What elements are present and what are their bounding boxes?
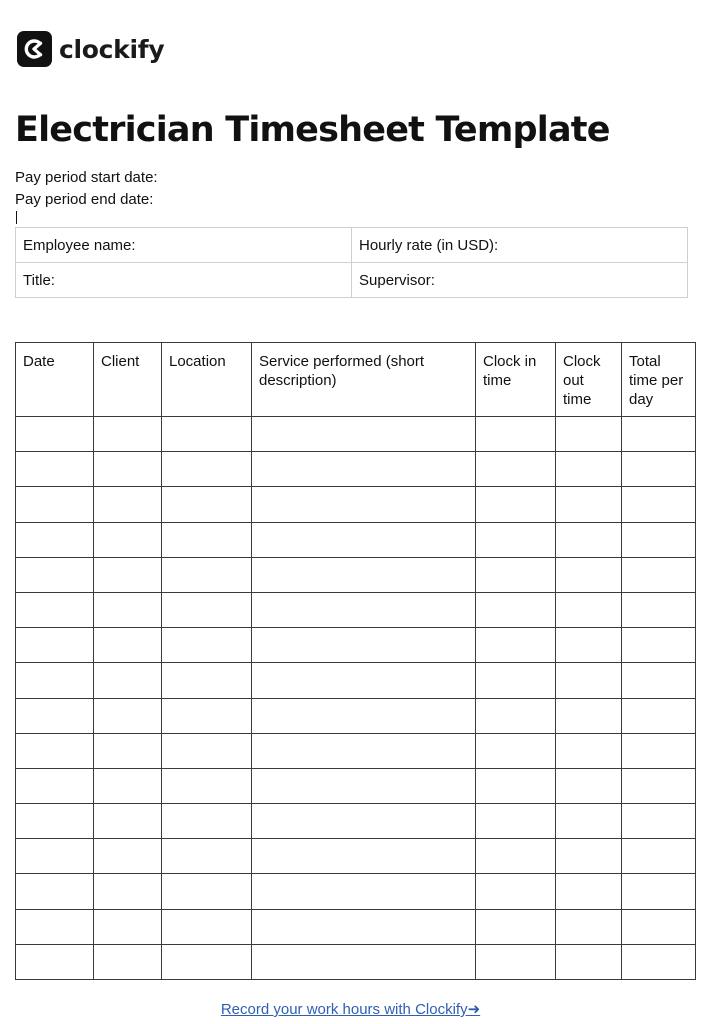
cell-client[interactable] — [94, 768, 162, 803]
cell-service[interactable] — [252, 628, 476, 663]
table-row — [16, 839, 696, 874]
cell-clock-in[interactable] — [476, 452, 556, 487]
cell-clock-in[interactable] — [476, 487, 556, 522]
cell-total-time[interactable] — [622, 698, 696, 733]
cell-client[interactable] — [94, 487, 162, 522]
cell-total-time[interactable] — [622, 733, 696, 768]
cell-service[interactable] — [252, 592, 476, 627]
cell-client[interactable] — [94, 522, 162, 557]
table-row — [16, 228, 688, 263]
cell-clock-in[interactable] — [476, 628, 556, 663]
table-row — [16, 698, 696, 733]
cell-clock-in[interactable] — [476, 909, 556, 944]
cell-date[interactable] — [16, 592, 94, 627]
table-row — [16, 909, 696, 944]
cell-date[interactable] — [16, 628, 94, 663]
cell-client[interactable] — [94, 592, 162, 627]
column-header-clock-out: Clock out time — [556, 343, 622, 417]
cell-service[interactable] — [252, 733, 476, 768]
table-row — [16, 592, 696, 627]
clockify-logo-icon — [17, 31, 52, 67]
table-row — [16, 628, 696, 663]
cell-total-time[interactable] — [622, 768, 696, 803]
cell-clock-out[interactable] — [556, 487, 622, 522]
cell-clock-in[interactable] — [476, 768, 556, 803]
table-header-row — [16, 343, 696, 417]
pay-period-start-field[interactable]: Pay period start date: — [15, 169, 158, 186]
cell-location[interactable] — [162, 733, 252, 768]
table-row — [16, 452, 696, 487]
cell-client[interactable] — [94, 557, 162, 592]
cell-clock-out[interactable] — [556, 663, 622, 698]
cell-location[interactable] — [162, 592, 252, 627]
cell-clock-out[interactable] — [556, 417, 622, 452]
record-hours-link[interactable] — [221, 1001, 480, 1018]
cell-client[interactable] — [94, 452, 162, 487]
cell-clock-out[interactable] — [556, 592, 622, 627]
cell-client[interactable] — [94, 663, 162, 698]
cell-client[interactable] — [94, 417, 162, 452]
cell-clock-in[interactable] — [476, 944, 556, 979]
cell-clock-in[interactable] — [476, 698, 556, 733]
cell-date[interactable] — [16, 839, 94, 874]
cell-clock-in[interactable] — [476, 663, 556, 698]
cell-date[interactable] — [16, 944, 94, 979]
table-row — [16, 804, 696, 839]
table-row — [16, 522, 696, 557]
table-row — [16, 487, 696, 522]
column-header-location: Location — [162, 343, 252, 417]
cell-location[interactable] — [162, 522, 252, 557]
cell-service[interactable] — [252, 909, 476, 944]
table-row — [16, 557, 696, 592]
cell-service[interactable] — [252, 557, 476, 592]
cell-date[interactable] — [16, 768, 94, 803]
cell-client[interactable] — [94, 839, 162, 874]
title-field[interactable]: Title: — [16, 263, 352, 298]
cell-total-time[interactable] — [622, 592, 696, 627]
cell-date[interactable] — [16, 909, 94, 944]
cell-date[interactable] — [16, 698, 94, 733]
cell-total-time[interactable] — [622, 663, 696, 698]
table-row — [16, 944, 696, 979]
cell-total-time[interactable] — [622, 487, 696, 522]
cell-total-time[interactable] — [622, 944, 696, 979]
cell-date[interactable] — [16, 804, 94, 839]
column-header-client: Client — [94, 343, 162, 417]
cell-location[interactable] — [162, 698, 252, 733]
cell-location[interactable] — [162, 839, 252, 874]
cell-service[interactable] — [252, 839, 476, 874]
cell-service[interactable] — [252, 522, 476, 557]
cell-clock-out[interactable] — [556, 628, 622, 663]
table-row — [16, 263, 688, 298]
cell-service[interactable] — [252, 804, 476, 839]
cell-service[interactable] — [252, 487, 476, 522]
cell-clock-out[interactable] — [556, 452, 622, 487]
cell-total-time[interactable] — [622, 874, 696, 909]
column-header-service: Service performed (short description) — [252, 343, 476, 417]
cell-total-time[interactable] — [622, 452, 696, 487]
cell-location[interactable] — [162, 452, 252, 487]
cell-clock-in[interactable] — [476, 557, 556, 592]
table-row — [16, 733, 696, 768]
column-header-date: Date — [16, 343, 94, 417]
footer — [0, 1000, 701, 1020]
cell-date[interactable] — [16, 874, 94, 909]
cell-service[interactable] — [252, 944, 476, 979]
timesheet-body — [16, 417, 696, 980]
cell-location[interactable] — [162, 874, 252, 909]
cell-service[interactable] — [252, 874, 476, 909]
cell-clock-in[interactable] — [476, 592, 556, 627]
cell-total-time[interactable] — [622, 909, 696, 944]
cell-clock-out[interactable] — [556, 944, 622, 979]
cell-date[interactable] — [16, 417, 94, 452]
cell-clock-in[interactable] — [476, 417, 556, 452]
cell-clock-out[interactable] — [556, 909, 622, 944]
cell-location[interactable] — [162, 487, 252, 522]
cell-location[interactable] — [162, 557, 252, 592]
cell-total-time[interactable] — [622, 628, 696, 663]
cell-clock-in[interactable] — [476, 874, 556, 909]
cell-client[interactable] — [94, 804, 162, 839]
cell-clock-in[interactable] — [476, 733, 556, 768]
table-row — [16, 768, 696, 803]
cell-client[interactable] — [94, 733, 162, 768]
cell-clock-out[interactable] — [556, 557, 622, 592]
supervisor-field[interactable]: Supervisor: — [352, 263, 688, 298]
cell-client[interactable] — [94, 909, 162, 944]
cell-total-time[interactable] — [622, 417, 696, 452]
hourly-rate-field[interactable]: Hourly rate (in USD): — [352, 228, 688, 263]
text-cursor — [16, 211, 17, 224]
cell-date[interactable] — [16, 663, 94, 698]
timesheet-table — [15, 342, 696, 980]
cell-clock-in[interactable] — [476, 522, 556, 557]
cell-client[interactable] — [94, 698, 162, 733]
table-row — [16, 663, 696, 698]
cell-clock-out[interactable] — [556, 768, 622, 803]
page-title: Electrician Timesheet Template — [15, 110, 610, 150]
cell-clock-out[interactable] — [556, 874, 622, 909]
cell-date[interactable] — [16, 487, 94, 522]
cell-location[interactable] — [162, 663, 252, 698]
cell-date[interactable] — [16, 522, 94, 557]
cell-clock-out[interactable] — [556, 522, 622, 557]
cell-service[interactable] — [252, 768, 476, 803]
cell-clock-in[interactable] — [476, 804, 556, 839]
column-header-total-time: Total time per day — [622, 343, 696, 417]
cell-clock-out[interactable] — [556, 733, 622, 768]
cell-location[interactable] — [162, 768, 252, 803]
cell-service[interactable] — [252, 663, 476, 698]
pay-period-end-field[interactable]: Pay period end date: — [15, 191, 154, 208]
record-hours-link-text: Record your work hours with Clockify — [220, 1001, 468, 1018]
cell-total-time[interactable] — [622, 522, 696, 557]
cell-clock-out[interactable] — [556, 839, 622, 874]
employee-name-field[interactable]: Employee name: — [16, 228, 352, 263]
cell-service[interactable] — [252, 417, 476, 452]
cell-total-time[interactable] — [622, 839, 696, 874]
column-header-clock-in: Clock in time — [476, 343, 556, 417]
cell-service[interactable] — [252, 698, 476, 733]
employee-info-table — [15, 227, 688, 298]
cell-date[interactable] — [16, 733, 94, 768]
arrow-right-icon: ➜ — [467, 1001, 481, 1018]
cell-total-time[interactable] — [622, 804, 696, 839]
cell-location[interactable] — [162, 909, 252, 944]
cell-client[interactable] — [94, 944, 162, 979]
cell-location[interactable] — [162, 804, 252, 839]
table-row — [16, 417, 696, 452]
cell-service[interactable] — [252, 452, 476, 487]
table-row — [16, 874, 696, 909]
cell-clock-out[interactable] — [556, 804, 622, 839]
cell-location[interactable] — [162, 944, 252, 979]
clockify-wordmark: clockify — [59, 34, 165, 64]
cell-clock-in[interactable] — [476, 839, 556, 874]
cell-location[interactable] — [162, 628, 252, 663]
cell-client[interactable] — [94, 874, 162, 909]
cell-client[interactable] — [94, 628, 162, 663]
cell-date[interactable] — [16, 452, 94, 487]
cell-clock-out[interactable] — [556, 698, 622, 733]
cell-date[interactable] — [16, 557, 94, 592]
cell-location[interactable] — [162, 417, 252, 452]
cell-total-time[interactable] — [622, 557, 696, 592]
clockify-logo — [17, 31, 164, 67]
